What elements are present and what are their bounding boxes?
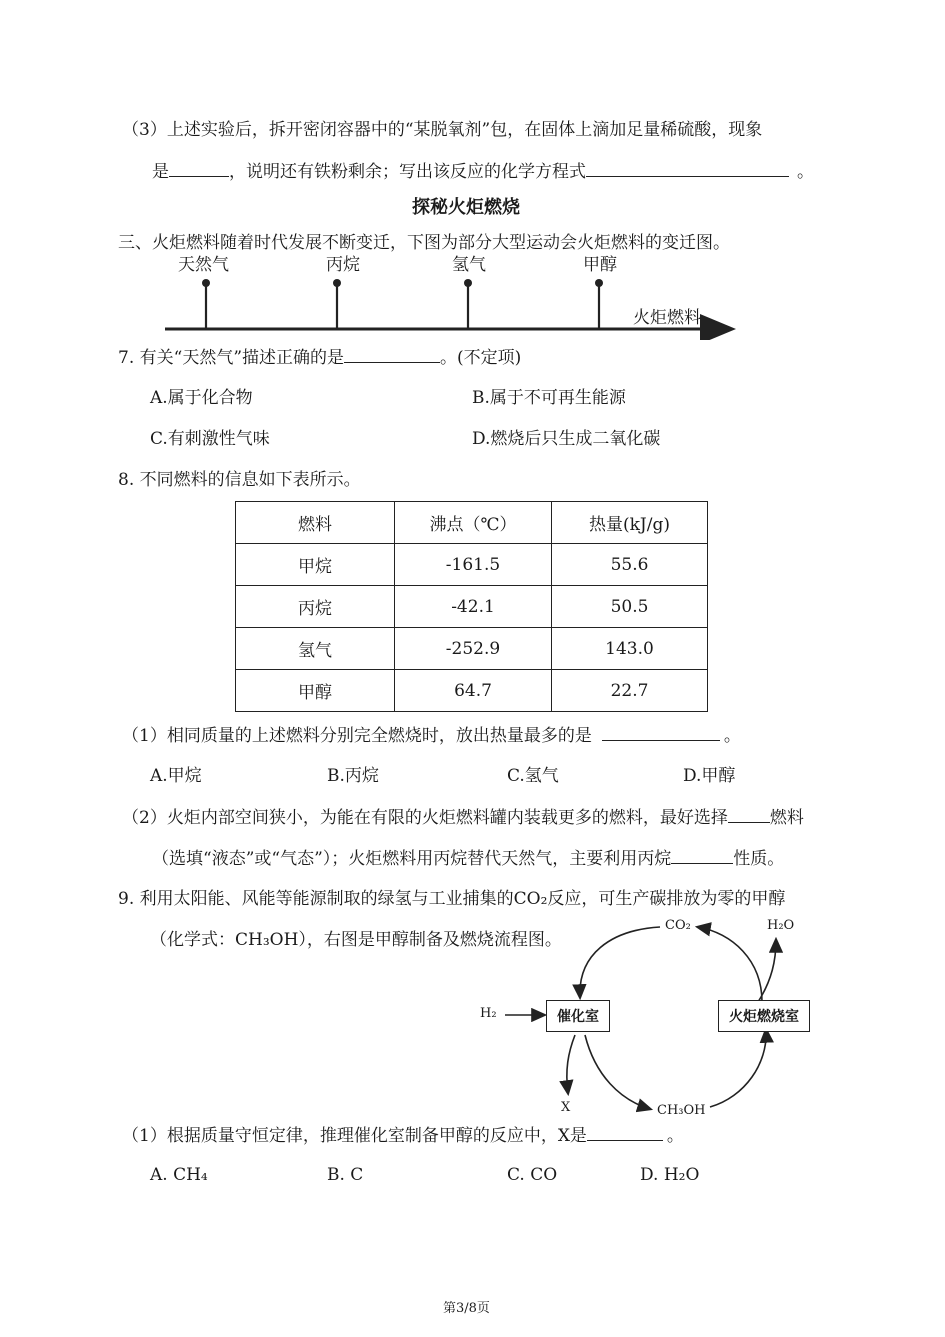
table-cell: 64.7 [395,670,552,712]
q7-stem-text: 7. 有关“天然气”描述正确的是 [118,348,345,368]
q9-line1: 9. 利用太阳能、风能等能源制取的绿氢与工业捕集的CO₂反应，可生产碳排放为零的甲醇 [118,889,786,909]
q8-1-stem [122,724,741,747]
q8-1-stem-text: （1）相同质量的上述燃料分别完全燃烧时，放出热量最多的是 [122,726,592,746]
table-cell: 55.6 [552,544,708,586]
diagram-ch3oh: CH₃OH [657,1103,706,1118]
table-cell: -161.5 [395,544,552,586]
q7-option-a[interactable]: A.属于化合物 [150,388,253,408]
q9-1-option-b[interactable]: B. C [327,1165,364,1185]
q8-2-line1-end: 燃料 [769,808,804,828]
table-header-fuel: 燃料 [236,502,395,544]
q8-1-option-d[interactable]: D.甲醇 [683,766,736,786]
table-cell: -42.1 [395,586,552,628]
timeline-label-hydrogen: 氢气 [452,255,486,275]
q8-2-line2-end: 性质。 [733,849,785,869]
timeline-label-propane: 丙烷 [326,255,360,275]
q9-1-option-d[interactable]: D. H₂O [640,1165,700,1185]
q9-1-stem-text: （1）根据质量守恒定律，推理催化室制备甲醇的反应中，X是 [122,1126,587,1146]
q8-2-line1 [122,806,804,829]
arrow-catalytic-to-x [567,1035,575,1093]
diagram-h2: H₂ [480,1006,497,1021]
timeline-label-natural-gas: 天然气 [178,255,229,275]
q8-1-stem-end: 。 [723,726,741,746]
diagram-co2: CO₂ [665,918,691,933]
q7-stem [118,346,521,369]
section-title: 探秘火炬燃烧 [412,197,520,218]
q8-1-blank[interactable] [602,724,720,741]
q6-3-line2-mid: ，说明还有铁粉剩余；写出该反应的化学方程式 [229,162,586,182]
q8-stem: 8. 不同燃料的信息如下表所示。 [118,470,361,490]
q7-stem-end: 。(不定项) [440,348,522,368]
table-cell: 22.7 [552,670,708,712]
q6-3-line1: （3）上述实验后，拆开密闭容器中的“某脱氧剂”包，在固体上滴加足量稀硫酸，现象 [122,120,763,140]
q8-2-blank-state[interactable] [728,806,770,823]
timeline-tick-4 [595,279,603,329]
q7-blank[interactable] [344,346,440,363]
q8-1-option-c[interactable]: C.氢气 [507,766,559,786]
diagram-h2o: H₂O [767,918,795,933]
q9-1-option-a[interactable]: A. CH₄ [150,1165,208,1185]
arrow-co2-to-catalytic [580,927,660,997]
timeline-axis-label: 火炬燃料 [633,308,701,328]
timeline-label-methanol: 甲醇 [583,255,617,275]
q8-2-line1-text: （2）火炬内部空间狭小，为能在有限的火炬燃料罐内装载更多的燃料，最好选择 [122,808,728,828]
page-number: 第3/8页 [443,1301,490,1316]
q7-option-c[interactable]: C.有刺激性气味 [150,429,270,449]
table-row [236,586,708,628]
q7-option-b[interactable]: B.属于不可再生能源 [472,388,626,408]
timeline-tick-2 [333,279,341,329]
q6-3-blank-equation[interactable] [586,160,789,177]
table-row [236,670,708,712]
q9-1-stem [122,1124,684,1147]
table-cell: 丙烷 [236,586,395,628]
table-cell: 氢气 [236,628,395,670]
arrow-ch3oh-to-burner [710,1030,766,1107]
fuel-info-table [235,501,708,712]
table-cell: 50.5 [552,586,708,628]
q7-option-d[interactable]: D.燃烧后只生成二氧化碳 [472,429,661,449]
arrow-burner-to-co2 [698,927,762,1002]
catalytic-chamber-box: 催化室 [546,1000,610,1032]
table-header-row [236,502,708,544]
q6-3-line2-start: 是 [152,162,169,182]
q6-3-blank-phenomenon[interactable] [169,160,229,177]
q6-3-line2 [152,160,814,183]
table-cell: -252.9 [395,628,552,670]
table-header-heat: 热量(kJ/g) [552,502,708,544]
table-row [236,544,708,586]
table-header-boiling-point: 沸点（℃） [395,502,552,544]
q8-2-blank-property[interactable] [671,847,733,864]
part3-intro: 三、火炬燃料随着时代发展不断变迁，下图为部分大型运动会火炬燃料的变迁图。 [118,233,730,253]
q9-1-option-c[interactable]: C. CO [507,1165,558,1185]
q8-2-line2 [152,847,784,870]
arrow-burner-to-h2o [758,940,776,1002]
q9-1-stem-end: 。 [666,1126,684,1146]
q8-2-line2-text: （选填“液态”或“气态”）；火炬燃料用丙烷替代天然气，主要利用丙烷 [152,849,672,869]
q8-1-option-a[interactable]: A.甲烷 [150,766,202,786]
table-cell: 甲烷 [236,544,395,586]
arrow-catalytic-to-ch3oh [585,1035,650,1109]
table-cell: 143.0 [552,628,708,670]
torch-burner-box: 火炬燃烧室 [718,1000,810,1032]
timeline-tick-3 [464,279,472,329]
q9-1-blank[interactable] [587,1124,663,1141]
table-cell: 甲醇 [236,670,395,712]
diagram-x: X [561,1100,571,1115]
q9-line2: （化学式：CH₃OH），右图是甲醇制备及燃烧流程图。 [150,930,562,950]
q6-3-line2-end: 。 [797,162,814,182]
table-row [236,628,708,670]
q8-1-option-b[interactable]: B.丙烷 [327,766,379,786]
timeline-tick-1 [202,279,210,329]
